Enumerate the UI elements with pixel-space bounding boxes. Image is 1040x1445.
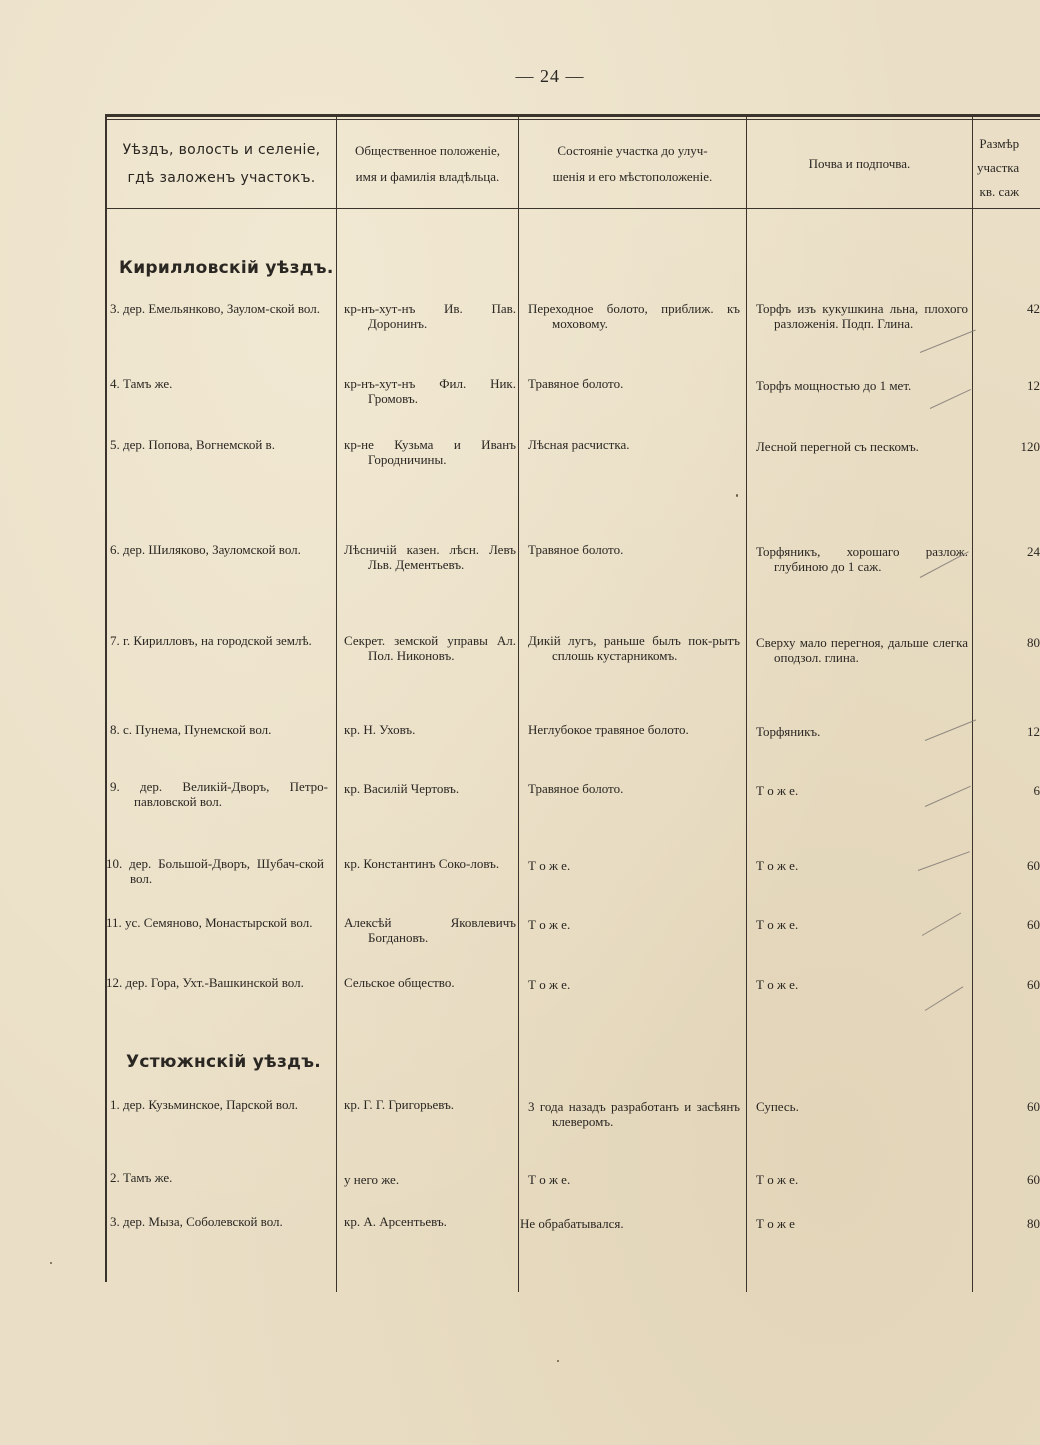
row-owner [344,975,516,990]
table-top-rule [105,114,1040,117]
row-state [528,376,740,391]
row-soil [756,917,968,932]
row-place [110,779,328,809]
row-owner [344,722,516,737]
column-divider-3 [746,117,747,1292]
row-state-text: 3 года назадъ разработанъ и засѣянъ клеверомъ. [528,1099,740,1129]
row-soil-text: Сверху мало перегноя, дальше слегка оподзол. глина. [756,635,968,665]
row-size: 42 [1027,301,1040,316]
row-place-text: 10. дер. Большой-Дворъ, Шубач-ской вол. [106,856,324,886]
row-size: 6 [1033,783,1040,798]
row-state [528,917,740,932]
row-place-text: 4. Тамъ же. [110,376,173,391]
row-state-text: Травяное болото. [528,781,624,796]
row-state-text: Травяное болото. [528,542,624,557]
row-owner [344,437,516,467]
header-state [519,122,746,206]
row-soil-text: Т о ж е [756,1216,795,1231]
column-divider-2 [518,117,519,1292]
row-owner-text: Секрет. земской управы Ал. Пол. Никоновъ. [344,633,516,663]
row-owner-text: кр-нъ-хут-нъ Фил. Ник. Громовъ. [344,376,516,406]
row-soil [756,378,968,393]
row-soil-text: Супесь. [756,1099,799,1114]
row-state-text: Неглубокое травяное болото. [528,722,689,737]
row-size: 120 [1020,439,1040,454]
row-owner [344,1214,516,1229]
row-place-text: 9. дер. Великій-Дворъ, Петро-павловской вол. [110,779,328,809]
row-state-text: Т о ж е. [528,917,571,932]
row-place [110,437,328,452]
row-place [106,856,324,886]
row-place-text: 5. дер. Попова, Вогнемской в. [110,437,275,452]
row-place [106,915,324,930]
row-place [106,975,324,990]
row-soil [756,1216,968,1231]
row-size: 12 [1027,724,1040,739]
row-soil [756,635,968,665]
table-top-rule-thin [105,119,1040,120]
row-place [110,376,328,391]
row-state [520,1216,732,1231]
row-soil [756,724,968,739]
header-size-line1: Размѣр [979,136,1020,151]
row-state [528,1099,740,1129]
row-owner-text: кр. Н. Уховъ. [344,722,416,737]
header-bottom-rule [107,208,1040,209]
row-soil-text: Торфяникъ. [756,724,821,739]
paper-fleck [50,1262,52,1264]
row-place [110,1214,328,1229]
column-divider-1 [336,117,337,1292]
row-owner-text: кр. Г. Г. Григорьевъ. [344,1097,455,1112]
row-place [110,722,328,737]
row-place-text: 12. дер. Гора, Ухт.-Вашкинской вол. [106,975,304,990]
row-owner [344,633,516,663]
row-soil [756,439,968,454]
row-size: 24 [1027,544,1040,559]
row-size: 60 [1027,917,1040,932]
row-place-text: 7. г. Кирилловъ, на городской землѣ. [110,633,312,648]
row-soil-text: Т о ж е. [756,1172,799,1187]
header-owner-line1: Общественное положеніе, [354,143,501,158]
row-size: 60 [1027,1172,1040,1187]
header-place-line1: Уѣздъ, волость и селеніе, [122,142,321,158]
pencil-mark [920,330,976,353]
row-size: 60 [1027,858,1040,873]
header-state-line1: Состояніе участка до улуч- [557,143,708,158]
row-place-text: 11. ус. Семяново, Монастырской вол. [106,915,313,930]
row-state-text: Т о ж е. [528,1172,571,1187]
row-owner-text: кр-не Кузьма и Иванъ Городничины. [344,437,516,467]
row-state [528,1172,740,1187]
row-soil-text: Торфяникъ, хорошаго разлож. глубиною до 1 саж. [756,544,968,574]
header-size-line2: участка [977,160,1020,175]
row-size: 80 [1027,635,1040,650]
header-owner [337,122,518,206]
row-state-text: Т о ж е. [528,858,571,873]
table-left-border [105,117,107,1282]
row-owner-text: кр. Константинъ Соко-ловъ. [344,856,500,871]
row-owner-text: Сельское общество. [344,975,455,990]
row-state [528,977,740,992]
row-owner [344,1097,516,1112]
row-place-text: 3. дер. Мыза, Соболевской вол. [110,1214,283,1229]
row-soil [756,783,968,798]
row-soil-text: Т о ж е. [756,858,799,873]
row-place-text: 2. Тамъ же. [110,1170,173,1185]
row-state [528,542,740,557]
row-state [528,781,740,796]
row-owner-text: Лѣсничій казен. лѣсн. Левъ Льв. Дементьевъ. [344,542,516,572]
row-owner [344,781,516,796]
row-owner [344,301,516,331]
header-place-line2: гдѣ заложенъ участокъ. [127,170,316,186]
row-place [110,301,328,316]
row-state [528,858,740,873]
row-owner [344,376,516,406]
section-title: Устюжнскій уѣздъ. [126,1052,322,1072]
row-soil-text: Т о ж е. [756,783,799,798]
column-divider-4 [972,117,973,1292]
row-size: 80 [1027,1216,1040,1231]
row-place-text: 3. дер. Емельянково, Заулом-ской вол. [110,301,320,316]
row-size: 60 [1027,1099,1040,1114]
row-state-text: Дикій лугъ, раньше былъ пок-рытъ сплошь кустарникомъ. [528,633,740,663]
row-owner-text: кр. А. Арсентьевъ. [344,1214,447,1229]
row-soil-text: Т о ж е. [756,977,799,992]
row-owner-text: кр. Василій Чертовъ. [344,781,460,796]
row-state [528,301,740,331]
row-place [110,542,328,557]
page-number: — 24 — [515,66,585,86]
row-owner [344,1172,516,1187]
row-state [528,722,740,737]
paper-fleck [557,1360,559,1362]
row-soil [756,1172,968,1187]
row-soil [756,977,968,992]
row-soil-text: Лесной перегной съ пескомъ. [756,439,919,454]
row-state-text: Травяное болото. [528,376,624,391]
section-title: Кирилловскій уѣздъ. [119,258,334,278]
header-soil-line1: Почва и подпочва. [808,156,911,171]
row-place [110,1097,328,1112]
row-soil [756,1099,968,1114]
row-owner-text: у него же. [344,1172,400,1187]
row-soil-text: Торфъ мощностью до 1 мет. [756,378,912,393]
row-place-text: 8. с. Пунема, Пунемской вол. [110,722,272,737]
header-owner-line2: имя и фамилія владѣльца. [355,169,500,184]
row-owner [344,542,516,572]
row-place [110,1170,328,1185]
row-owner [344,856,516,871]
header-size [973,126,1040,210]
row-owner-text: кр-нъ-хут-нъ Ив. Пав. Доронинъ. [344,301,516,331]
row-soil-text: Т о ж е. [756,917,799,932]
row-state [528,633,740,663]
paper-fleck [736,494,738,497]
row-size: 12 [1027,378,1040,393]
row-place [110,633,328,648]
row-place-text: 6. дер. Шиляково, Зауломской вол. [110,542,301,557]
row-size: 60 [1027,977,1040,992]
header-state-line2: шенія и его мѣстоположеніе. [552,169,713,184]
row-place-text: 1. дер. Кузьминское, Парской вол. [110,1097,299,1112]
row-state [528,437,740,452]
row-state-text: Переходное болото, приближ. къ моховому. [528,301,740,331]
row-owner [344,915,516,945]
row-soil [756,301,968,331]
header-size-line3: кв. саж [979,184,1020,199]
row-soil-text: Торфъ изъ кукушкина льна, плохого разложенія. Подп. Глина. [756,301,968,331]
row-state-text: Лѣсная расчистка. [528,437,630,452]
row-state-text: Не обрабатывался. [520,1216,624,1231]
row-soil [756,544,968,574]
header-soil [747,122,972,206]
row-soil [756,858,968,873]
row-state-text: Т о ж е. [528,977,571,992]
row-owner-text: Алексѣй Яковлевичъ Богдановъ. [344,915,516,945]
header-place [107,122,336,206]
